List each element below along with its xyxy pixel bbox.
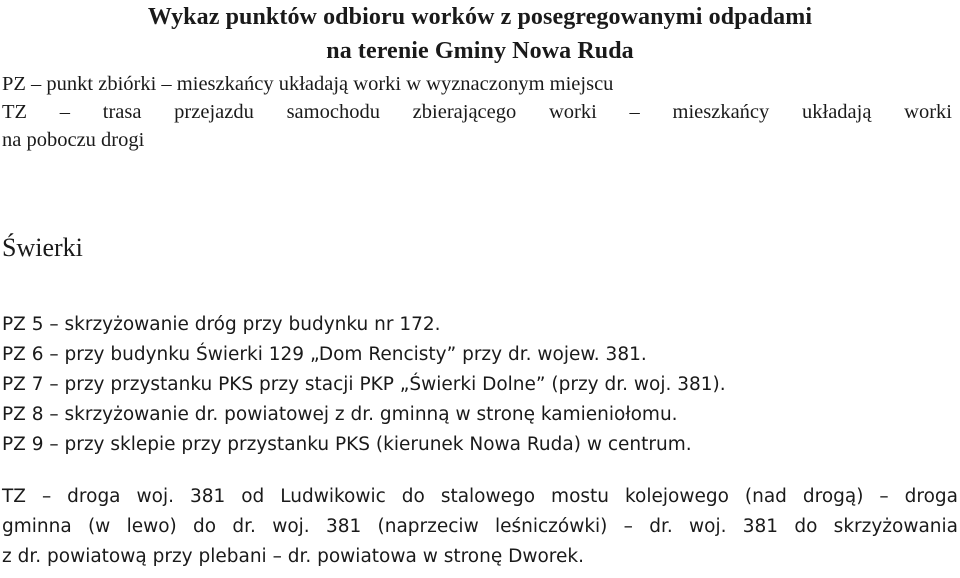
list-item: PZ 5 – skrzyżowanie dróg przy budynku nr 172. xyxy=(2,314,441,335)
legend-tz-continuation: na poboczu drogi xyxy=(2,129,145,151)
route-line-1: TZ – droga woj. 381 od Ludwikowic do stalowego mostu kolejowego (nad drogą) – droga xyxy=(2,486,958,507)
legend-pz: PZ – punkt zbiórki – mieszkańcy układają worki w wyznaczonym miejscu xyxy=(2,73,614,95)
list-item: PZ 7 – przy przystanku PKS przy stacji PKP „Świerki Dolne” (przy dr. woj. 381). xyxy=(2,374,726,395)
pickup-point-list xyxy=(0,310,960,460)
list-item: PZ 9 – przy sklepie przy przystanku PKS (kierunek Nowa Ruda) w centrum. xyxy=(2,434,692,455)
route-line-3: z dr. powiatową przy plebani – dr. powiatowa w stronę Dworek. xyxy=(2,546,584,567)
route-line-2: gminna (w lewo) do dr. woj. 381 (naprzeciw leśniczówki) – dr. woj. 381 do skrzyżowania xyxy=(2,516,958,537)
legend xyxy=(0,70,960,154)
list-item: PZ 8 – skrzyżowanie dr. powiatowej z dr. gminną w stronę kamieniołomu. xyxy=(2,404,678,425)
title-line-2: na terenie Gminy Nowa Ruda xyxy=(326,38,634,64)
section-title: Świerki xyxy=(2,233,83,262)
title-line-1: Wykaz punktów odbioru worków z posegregowanymi odpadami xyxy=(147,4,813,30)
route-description xyxy=(0,482,958,572)
legend-tz: TZ – trasa przejazdu samochodu zbierającego worki – mieszkańcy układają worki xyxy=(2,101,952,123)
list-item: PZ 6 – przy budynku Świerki 129 „Dom Rencisty” przy dr. wojew. 381. xyxy=(2,344,647,365)
document-title xyxy=(0,0,960,68)
